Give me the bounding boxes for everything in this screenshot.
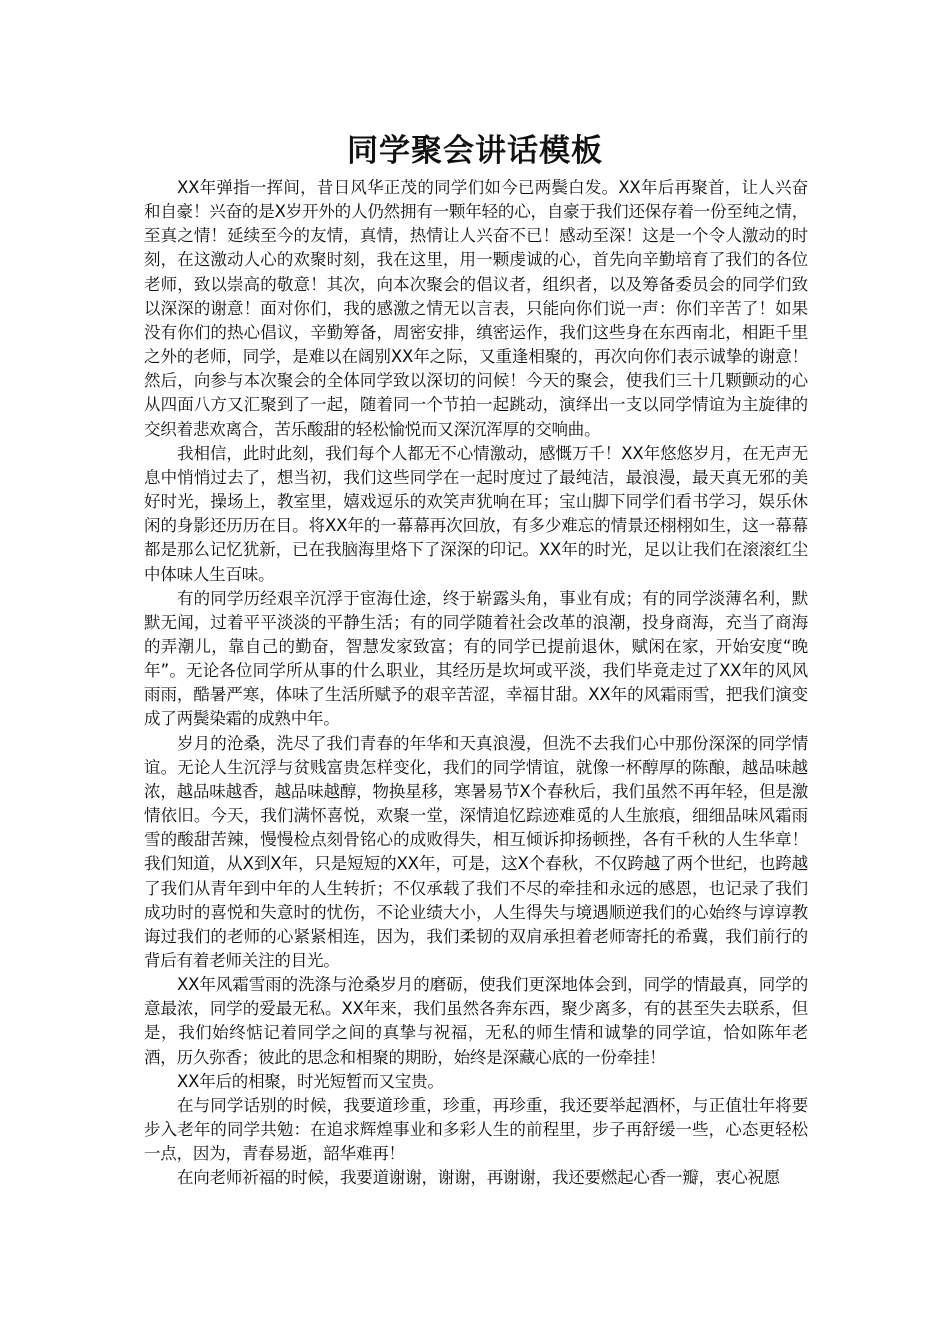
document-body [144, 176, 808, 1191]
paragraph-1: XX年弹指一挥间，昔日风华正茂的同学们如今已两鬓白发。XX年后再聚首，让人兴奋和自豪！兴奋的是X岁开外的人仍然拥有一颗年轻的心，自豪于我们还保存着一份至纯之情，至真之情！延续至今的友情，真情，热情让人兴奋不已！感动至深！这是一个令人激动的时刻，在这激动人心的欢聚时刻，我在这里，用一颗虔诚的心，首先向辛勤培育了我们的各位老师，致以崇高的敬意！其次，向本次聚会的倡议者，组织者，以及筹备委员会的同学们致以深深的谢意！面对你们，我的感激之情无以言表，只能向你们说一声：你们辛苦了！如果没有你们的热心倡议，辛勤筹备，周密安排，缜密运作，我们这些身在东西南北，相距千里之外的老师，同学，是难以在阔别XX年之际，又重逢相聚的，再次向你们表示诚挚的谢意！然后，向参与本次聚会的全体同学致以深切的问候！今天的聚会，使我们三十几颗颤动的心从四面八方又汇聚到了一起，随着同一个节拍一起跳动，演绎出一支以同学情谊为主旋律的交织着悲欢离合，苦乐酸甜的轻松愉悦而又深沉浑厚的交响曲。 [144, 178, 808, 439]
paragraph-3: 有的同学历经艰辛沉浮于宦海仕途，终于崭露头角，事业有成；有的同学淡薄名利，默默无闻，过着平平淡淡的平静生活；有的同学随着社会改革的浪潮，投身商海，充当了商海的弄潮儿，靠自己的勤奋，智慧发家致富；有的同学已提前退休，赋闲在家，开始安度“晚年”。无论各位同学所从事的什么职业，其经历是坎坷或平淡，我们毕竟走过了XX年的风风雨雨，酷暑严寒，体味了生活所赋予的艰辛苦涩，幸福甘甜。XX年的风霜雨雪，把我们演变成了两鬓染霜的成熟中年。 [144, 588, 808, 729]
paragraph-6: XX年后的相聚，时光短暂而又宝贵。 [177, 1071, 444, 1091]
document-title: 同学聚会讲话模板 [347, 133, 603, 169]
paragraph-7: 在与同学话别的时候，我要道珍重，珍重，再珍重，我还要举起酒杯，与正值壮年将要步入老年的同学共勉：在追求辉煌事业和多彩人生的前程里，步子再舒缓一些，心态更轻松一点，因为，青春易逝，韶华难再！ [144, 1095, 808, 1164]
paragraph-2: 我相信，此时此刻，我们每个人都无不心情激动，感慨万千！XX年悠悠岁月，在无声无息中悄悄过去了，想当初，我们这些同学在一起时度过了最纯洁，最浪漫，最天真无邪的美好时光，操场上，教室里，嬉戏逗乐的欢笑声犹响在耳；宝山脚下同学们看书学习，娱乐休闲的身影还历历在目。将XX年的一幕幕再次回放，有多少难忘的情景还栩栩如生，这一幕幕都是那么记忆犹新，已在我脑海里烙下了深深的印记。XX年的时光，足以让我们在滚滚红尘中体味人生百味。 [144, 443, 808, 584]
paragraph-4: 岁月的沧桑，洗尽了我们青春的年华和天真浪漫，但洗不去我们心中那份深深的同学情谊。无论人生沉浮与贫贱富贵怎样变化，我们的同学情谊，就像一杯醇厚的陈酿，越品味越浓，越品味越香，越品味越醇，物换星移，寒暑易节X个春秋后，我们虽然不再年轻，但是激情依旧。今天，我们满怀喜悦，欢聚一堂，深情追忆踪迹难觅的人生旅痕，细细品味风霜雨雪的酸甜苦辣，慢慢检点刻骨铭心的成败得失，相互倾诉抑扬顿挫，各有千秋的人生华章！我们知道，从X到X年，只是短短的XX年，可是，这X个春秋，不仅跨越了两个世纪，也跨越了我们从青年到中年的人生转折；不仅承载了我们不尽的牵挂和永远的感恩，也记录了我们成功时的喜悦和失意时的忧伤，不论业绩大小，人生得失与境遇顺逆我们的心始终与谆谆教诲过我们的老师的心紧紧相连，因为，我们柔韧的双肩承担着老师寄托的希冀，我们前行的背后有着老师关注的目光。 [144, 733, 808, 970]
paragraph-5: XX年风霜雪雨的洗涤与沧桑岁月的磨砺，使我们更深地体会到，同学的情最真，同学的意最浓，同学的爱最无私。XX年来，我们虽然各奔东西，聚少离多，有的甚至失去联系，但是，我们始终惦记着同学之间的真挚与祝福，无私的师生情和诚挚的同学谊，恰如陈年老酒，历久弥香；彼此的思念和相聚的期盼，始终是深藏心底的一份牵挂！ [144, 975, 808, 1067]
paragraph-8: 在向老师祈福的时候，我要道谢谢，谢谢，再谢谢，我还要燃起心香一瓣，衷心祝愿 [177, 1168, 781, 1188]
